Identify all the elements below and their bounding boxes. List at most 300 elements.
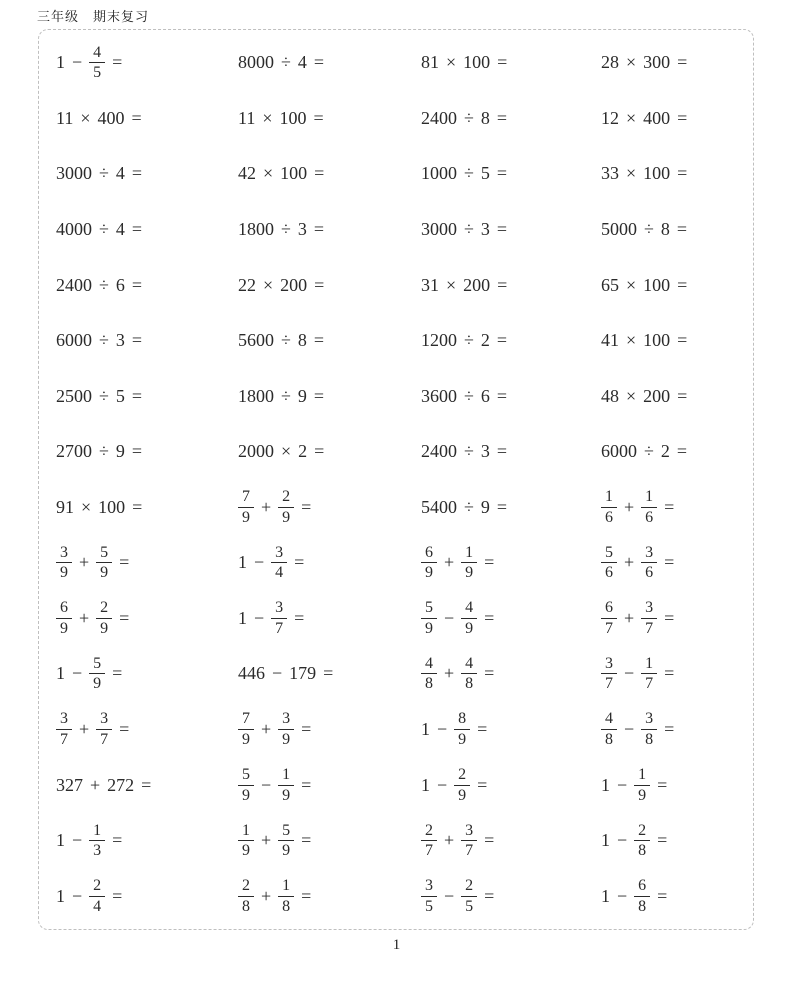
math-token: 2 bbox=[298, 441, 308, 462]
math-token: = bbox=[496, 107, 508, 128]
math-token: 2400 bbox=[421, 441, 457, 462]
math-token: − bbox=[254, 552, 265, 573]
math-token: 2000 bbox=[238, 441, 274, 462]
math-token: − bbox=[72, 52, 83, 73]
problem bbox=[601, 868, 745, 924]
fraction: $\frac{2}{4}$ bbox=[89, 877, 105, 915]
math-token: = bbox=[119, 552, 130, 573]
math-token: = bbox=[484, 830, 495, 851]
fraction: $\frac{2}{9}$ bbox=[278, 488, 294, 526]
math-token: = bbox=[301, 719, 312, 740]
math-token: + bbox=[261, 496, 272, 517]
math-token: − bbox=[444, 885, 455, 906]
math-token: 28 bbox=[601, 52, 619, 73]
math-token: 5 bbox=[115, 385, 125, 406]
math-token: 5400 bbox=[421, 496, 457, 517]
problem bbox=[601, 702, 745, 758]
math-token: = bbox=[496, 163, 508, 184]
math-token: 1 bbox=[238, 552, 247, 573]
math-token: × bbox=[626, 52, 637, 73]
math-token: + bbox=[261, 719, 272, 740]
problem bbox=[56, 646, 238, 702]
fraction: $\frac{1}{9}$ bbox=[238, 822, 254, 860]
problem bbox=[238, 591, 421, 647]
problem bbox=[421, 257, 601, 313]
math-token: − bbox=[624, 663, 635, 684]
problem bbox=[238, 257, 421, 313]
math-token: 1 bbox=[56, 885, 65, 906]
math-token: = bbox=[313, 107, 324, 128]
math-token: 1 bbox=[56, 52, 65, 73]
math-token: 8 bbox=[480, 107, 490, 128]
fraction: $\frac{2}{9}$ bbox=[454, 766, 470, 804]
problem bbox=[601, 646, 745, 702]
problem bbox=[238, 313, 421, 369]
math-token: 1 bbox=[238, 607, 247, 628]
fraction: $\frac{5}{6}$ bbox=[601, 544, 617, 582]
math-token: − bbox=[72, 663, 83, 684]
fraction: $\frac{2}{5}$ bbox=[461, 877, 477, 915]
fraction: $\frac{3}{8}$ bbox=[641, 710, 657, 748]
problem bbox=[56, 35, 238, 91]
math-token: = bbox=[119, 607, 130, 628]
math-token: 8 bbox=[660, 218, 670, 239]
math-token: × bbox=[626, 163, 637, 184]
problem bbox=[238, 368, 421, 424]
problem bbox=[238, 146, 421, 202]
problem bbox=[601, 480, 745, 536]
math-token: ÷ bbox=[644, 441, 654, 462]
fraction: $\frac{3}{7}$ bbox=[271, 599, 287, 637]
math-token: 4 bbox=[297, 52, 307, 73]
fraction: $\frac{1}{9}$ bbox=[278, 766, 294, 804]
problem bbox=[56, 368, 238, 424]
fraction: $\frac{1}{7}$ bbox=[641, 655, 657, 693]
math-token: 1 bbox=[421, 719, 430, 740]
math-token: 2 bbox=[660, 441, 670, 462]
math-token: 2 bbox=[480, 330, 490, 351]
math-token: − bbox=[617, 885, 628, 906]
fraction: $\frac{4}{8}$ bbox=[601, 710, 617, 748]
math-token: = bbox=[112, 830, 123, 851]
math-token: 400 bbox=[643, 107, 671, 128]
math-token: ÷ bbox=[464, 441, 474, 462]
problem bbox=[56, 813, 238, 869]
math-token: = bbox=[131, 330, 143, 351]
math-token: = bbox=[477, 719, 488, 740]
math-token: 3 bbox=[480, 218, 490, 239]
math-token: 1 bbox=[421, 774, 430, 795]
math-token: 100 bbox=[643, 330, 671, 351]
math-token: 1 bbox=[601, 830, 610, 851]
math-token: 11 bbox=[56, 107, 74, 128]
problem bbox=[238, 480, 421, 536]
problem bbox=[238, 535, 421, 591]
problem bbox=[601, 368, 745, 424]
math-token: × bbox=[626, 330, 637, 351]
problem bbox=[421, 868, 601, 924]
problem bbox=[56, 313, 238, 369]
math-token: = bbox=[676, 218, 688, 239]
math-token: 200 bbox=[463, 274, 491, 295]
math-token: 100 bbox=[98, 496, 126, 517]
problem bbox=[421, 535, 601, 591]
fraction: $\frac{1}{6}$ bbox=[641, 488, 657, 526]
problem bbox=[421, 35, 601, 91]
math-token: ÷ bbox=[281, 330, 291, 351]
math-token: ÷ bbox=[99, 163, 109, 184]
problem bbox=[421, 202, 601, 258]
math-token: 5600 bbox=[238, 330, 274, 351]
math-token: = bbox=[313, 385, 325, 406]
math-token: = bbox=[301, 885, 312, 906]
math-token: − bbox=[617, 774, 628, 795]
math-token: ÷ bbox=[644, 218, 654, 239]
math-token: − bbox=[72, 830, 83, 851]
fraction: $\frac{1}{9}$ bbox=[461, 544, 477, 582]
math-token: 6000 bbox=[56, 330, 92, 351]
fraction: $\frac{2}{9}$ bbox=[96, 599, 112, 637]
problem bbox=[601, 313, 745, 369]
math-token: + bbox=[624, 552, 635, 573]
problem bbox=[421, 702, 601, 758]
math-token: 1 bbox=[56, 663, 65, 684]
problem bbox=[56, 480, 238, 536]
fraction: $\frac{5}{9}$ bbox=[278, 822, 294, 860]
problem bbox=[56, 146, 238, 202]
math-token: 100 bbox=[280, 163, 308, 184]
math-token: = bbox=[496, 385, 508, 406]
math-token: ÷ bbox=[464, 385, 474, 406]
math-token: 179 bbox=[289, 663, 317, 684]
math-token: 81 bbox=[421, 52, 439, 73]
math-token: − bbox=[437, 774, 448, 795]
problem bbox=[238, 91, 421, 147]
math-token: ÷ bbox=[464, 163, 474, 184]
math-token: + bbox=[624, 496, 635, 517]
math-token: = bbox=[132, 496, 143, 517]
math-token: − bbox=[261, 774, 272, 795]
fraction: $\frac{5}{9}$ bbox=[238, 766, 254, 804]
math-token: = bbox=[677, 385, 688, 406]
math-token: = bbox=[131, 274, 143, 295]
problem bbox=[56, 202, 238, 258]
math-token: = bbox=[301, 830, 312, 851]
fraction: $\frac{3}{6}$ bbox=[641, 544, 657, 582]
math-token: 327 bbox=[56, 774, 83, 795]
math-token: = bbox=[664, 496, 675, 517]
fraction: $\frac{3}{7}$ bbox=[601, 655, 617, 693]
math-token: = bbox=[323, 663, 334, 684]
math-token: = bbox=[313, 218, 325, 239]
math-token: = bbox=[131, 163, 143, 184]
problem bbox=[601, 813, 745, 869]
math-token: 1800 bbox=[238, 218, 274, 239]
problem bbox=[56, 257, 238, 313]
math-token: + bbox=[444, 830, 455, 851]
math-token: + bbox=[444, 552, 455, 573]
math-token: ÷ bbox=[99, 218, 109, 239]
math-token: + bbox=[261, 885, 272, 906]
math-token: = bbox=[131, 385, 143, 406]
fraction: $\frac{6}{8}$ bbox=[634, 877, 650, 915]
math-token: = bbox=[314, 163, 325, 184]
fraction: $\frac{4}{8}$ bbox=[461, 655, 477, 693]
math-token: = bbox=[496, 441, 508, 462]
problem bbox=[56, 91, 238, 147]
problem bbox=[238, 202, 421, 258]
fraction: $\frac{2}{8}$ bbox=[238, 877, 254, 915]
math-token: 5000 bbox=[601, 218, 637, 239]
problem bbox=[421, 313, 601, 369]
math-token: 31 bbox=[421, 274, 439, 295]
page-number: 1 bbox=[392, 937, 401, 953]
problem bbox=[421, 757, 601, 813]
problem bbox=[238, 424, 421, 480]
math-token: = bbox=[677, 330, 688, 351]
math-token: = bbox=[497, 52, 508, 73]
math-token: + bbox=[79, 719, 90, 740]
math-token: 1000 bbox=[421, 163, 457, 184]
math-token: × bbox=[263, 163, 274, 184]
problem bbox=[238, 646, 421, 702]
math-token: − bbox=[617, 830, 628, 851]
fraction: $\frac{6}{7}$ bbox=[601, 599, 617, 637]
math-token: 4000 bbox=[56, 218, 92, 239]
fraction: $\frac{5}{9}$ bbox=[421, 599, 437, 637]
problem bbox=[421, 813, 601, 869]
problem bbox=[238, 702, 421, 758]
math-token: = bbox=[677, 107, 688, 128]
problem bbox=[601, 91, 745, 147]
math-token: = bbox=[677, 163, 688, 184]
fraction: $\frac{5}{9}$ bbox=[89, 655, 105, 693]
math-token: × bbox=[446, 52, 457, 73]
problem bbox=[601, 757, 745, 813]
math-token: 3000 bbox=[56, 163, 92, 184]
math-token: × bbox=[446, 274, 457, 295]
fraction: $\frac{3}{7}$ bbox=[56, 710, 72, 748]
math-token: + bbox=[624, 607, 635, 628]
math-token: 100 bbox=[463, 52, 491, 73]
math-token: 6 bbox=[480, 385, 490, 406]
worksheet-box bbox=[38, 29, 754, 930]
fraction: $\frac{2}{7}$ bbox=[421, 822, 437, 860]
math-token: 1 bbox=[56, 830, 65, 851]
math-token: 5 bbox=[480, 163, 490, 184]
math-token: ÷ bbox=[281, 385, 291, 406]
fraction: $\frac{6}{9}$ bbox=[421, 544, 437, 582]
math-token: × bbox=[626, 107, 637, 128]
math-token: − bbox=[437, 719, 448, 740]
fraction: $\frac{2}{8}$ bbox=[634, 822, 650, 860]
math-token: = bbox=[131, 218, 143, 239]
math-token: + bbox=[79, 607, 90, 628]
math-token: = bbox=[112, 663, 123, 684]
math-token: − bbox=[272, 663, 283, 684]
math-token: = bbox=[131, 107, 142, 128]
math-token: ÷ bbox=[99, 385, 109, 406]
math-token: 91 bbox=[56, 496, 74, 517]
problem bbox=[601, 424, 745, 480]
fraction: $\frac{1}{3}$ bbox=[89, 822, 105, 860]
math-token: ÷ bbox=[464, 107, 474, 128]
math-token: ÷ bbox=[99, 274, 109, 295]
fraction: $\frac{3}{9}$ bbox=[56, 544, 72, 582]
math-token: = bbox=[314, 274, 325, 295]
math-token: 100 bbox=[643, 274, 671, 295]
math-token: 3 bbox=[297, 218, 307, 239]
fraction: $\frac{3}{7}$ bbox=[641, 599, 657, 637]
math-token: = bbox=[497, 274, 508, 295]
math-token: 2500 bbox=[56, 385, 92, 406]
math-token: = bbox=[677, 52, 688, 73]
math-token: × bbox=[263, 274, 274, 295]
math-token: 3000 bbox=[421, 218, 457, 239]
problem bbox=[601, 591, 745, 647]
math-token: ÷ bbox=[99, 330, 109, 351]
fraction: $\frac{3}{7}$ bbox=[96, 710, 112, 748]
math-token: = bbox=[484, 552, 495, 573]
math-token: 1 bbox=[601, 885, 610, 906]
fraction: $\frac{1}{6}$ bbox=[601, 488, 617, 526]
math-token: 400 bbox=[97, 107, 125, 128]
math-token: 6000 bbox=[601, 441, 637, 462]
math-token: 1800 bbox=[238, 385, 274, 406]
math-token: 3 bbox=[480, 441, 490, 462]
fraction: $\frac{3}{4}$ bbox=[271, 544, 287, 582]
math-token: − bbox=[624, 719, 635, 740]
math-token: = bbox=[484, 885, 495, 906]
math-token: ÷ bbox=[281, 218, 291, 239]
math-token: 65 bbox=[601, 274, 619, 295]
math-token: 2700 bbox=[56, 441, 92, 462]
math-token: = bbox=[301, 496, 312, 517]
math-token: = bbox=[141, 774, 152, 795]
math-token: ÷ bbox=[99, 441, 109, 462]
problem bbox=[56, 535, 238, 591]
fraction: $\frac{3}{9}$ bbox=[278, 710, 294, 748]
math-token: 9 bbox=[480, 496, 490, 517]
problem bbox=[56, 591, 238, 647]
problem bbox=[421, 480, 601, 536]
math-token: × bbox=[81, 496, 92, 517]
math-token: = bbox=[664, 552, 675, 573]
problem bbox=[601, 257, 745, 313]
math-token: × bbox=[626, 385, 637, 406]
math-token: = bbox=[294, 607, 305, 628]
math-token: = bbox=[676, 441, 688, 462]
math-token: = bbox=[131, 441, 143, 462]
problem bbox=[601, 535, 745, 591]
math-token: 41 bbox=[601, 330, 619, 351]
math-token: 22 bbox=[238, 274, 256, 295]
fraction: $\frac{1}{9}$ bbox=[634, 766, 650, 804]
math-token: = bbox=[301, 774, 312, 795]
math-token: = bbox=[112, 52, 123, 73]
fraction: $\frac{3}{5}$ bbox=[421, 877, 437, 915]
math-token: = bbox=[313, 330, 325, 351]
math-token: × bbox=[262, 107, 273, 128]
math-token: = bbox=[314, 441, 325, 462]
math-token: × bbox=[626, 274, 637, 295]
math-token: ÷ bbox=[464, 218, 474, 239]
fraction: $\frac{3}{7}$ bbox=[461, 822, 477, 860]
math-token: 100 bbox=[643, 163, 671, 184]
problem bbox=[238, 813, 421, 869]
math-token: 272 bbox=[107, 774, 135, 795]
fraction: $\frac{7}{9}$ bbox=[238, 488, 254, 526]
math-token: − bbox=[444, 607, 455, 628]
problem bbox=[421, 146, 601, 202]
math-token: = bbox=[119, 719, 130, 740]
math-token: 12 bbox=[601, 107, 619, 128]
math-token: = bbox=[484, 663, 495, 684]
math-token: = bbox=[664, 607, 675, 628]
problem bbox=[56, 702, 238, 758]
fraction: $\frac{8}{9}$ bbox=[454, 710, 470, 748]
problem bbox=[601, 202, 745, 258]
math-token: − bbox=[254, 607, 265, 628]
math-token: 446 bbox=[238, 663, 265, 684]
math-token: = bbox=[496, 496, 508, 517]
math-token: − bbox=[72, 885, 83, 906]
math-token: 4 bbox=[115, 163, 125, 184]
math-token: ÷ bbox=[464, 330, 474, 351]
math-token: = bbox=[664, 663, 675, 684]
math-token: 8 bbox=[297, 330, 307, 351]
math-token: 1200 bbox=[421, 330, 457, 351]
problem bbox=[421, 424, 601, 480]
math-token: × bbox=[281, 441, 292, 462]
math-token: + bbox=[90, 774, 101, 795]
math-token: ÷ bbox=[281, 52, 291, 73]
math-token: = bbox=[657, 885, 668, 906]
fraction: $\frac{7}{9}$ bbox=[238, 710, 254, 748]
problem bbox=[601, 146, 745, 202]
math-token: 48 bbox=[601, 385, 619, 406]
math-token: + bbox=[79, 552, 90, 573]
math-token: × bbox=[80, 107, 91, 128]
math-token: 9 bbox=[297, 385, 307, 406]
math-token: + bbox=[444, 663, 455, 684]
math-token: 1 bbox=[601, 774, 610, 795]
math-token: 33 bbox=[601, 163, 619, 184]
math-token: = bbox=[664, 719, 675, 740]
math-token: = bbox=[112, 885, 123, 906]
math-token: = bbox=[294, 552, 305, 573]
math-token: 100 bbox=[279, 107, 307, 128]
problem bbox=[421, 646, 601, 702]
fraction: $\frac{1}{8}$ bbox=[278, 877, 294, 915]
math-token: 11 bbox=[238, 107, 256, 128]
problem bbox=[56, 424, 238, 480]
problem bbox=[238, 868, 421, 924]
math-token: ÷ bbox=[464, 496, 474, 517]
problem-grid bbox=[56, 35, 745, 924]
math-token: + bbox=[261, 830, 272, 851]
math-token: = bbox=[496, 218, 508, 239]
problem bbox=[238, 35, 421, 91]
problem bbox=[421, 91, 601, 147]
fraction: $\frac{5}{9}$ bbox=[96, 544, 112, 582]
problem bbox=[56, 868, 238, 924]
worksheet-title: 三年级 期末复习 bbox=[37, 9, 150, 24]
fraction: $\frac{4}{9}$ bbox=[461, 599, 477, 637]
math-token: 200 bbox=[643, 385, 671, 406]
fraction: $\frac{4}{8}$ bbox=[421, 655, 437, 693]
math-token: 9 bbox=[115, 441, 125, 462]
